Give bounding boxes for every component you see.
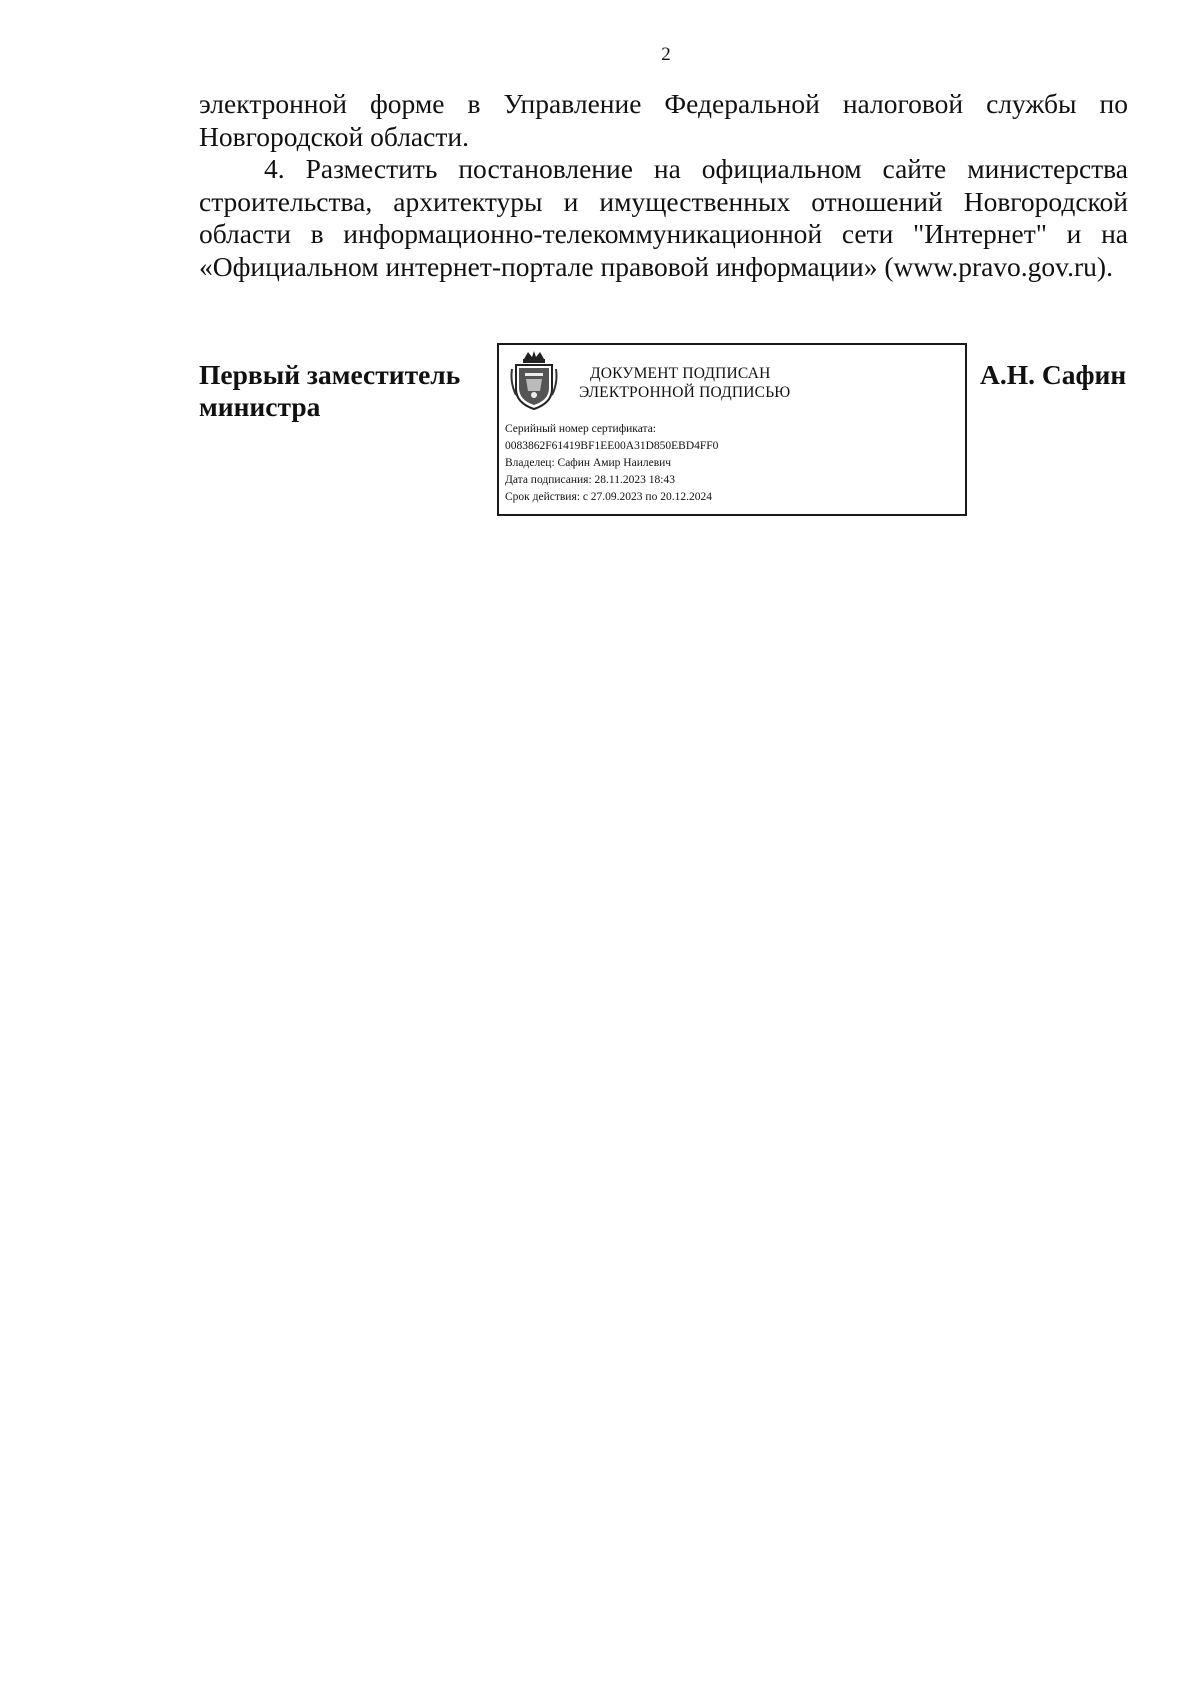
signer-name: А.Н. Сафин xyxy=(980,359,1127,390)
stamp-header xyxy=(579,364,790,402)
paragraph-item-4: 4. Разместить постановление на официальном сайте министерства строительства, архитектуры и имущественных отношений Новгородской области в информационно-телекоммуникационной сети "Интернет" и на «Официальном интернет-портале правовой информации» (www.pravo.gov.ru). xyxy=(199,153,1128,282)
stamp-sign-date: Дата подписания: 28.11.2023 18:43 xyxy=(505,474,675,486)
paragraph-continuation: электронной форме в Управление Федеральной налоговой службы по Новгородской области. xyxy=(199,88,1128,152)
signer-position-line-2: министра xyxy=(199,391,321,422)
signer-position xyxy=(199,359,460,423)
stamp-header-line-2: ЭЛЕКТРОННОЙ ПОДПИСЬЮ xyxy=(579,384,791,401)
page-number: 2 xyxy=(661,44,671,65)
coat-of-arms-emblem-icon xyxy=(510,349,558,411)
stamp-serial-value: 0083862F61419BF1EE00A31D850EBD4FF0 xyxy=(505,440,719,452)
signer-position-line-1: Первый заместитель xyxy=(199,359,461,390)
document-body xyxy=(199,88,1128,283)
electronic-signature-stamp xyxy=(497,343,967,516)
stamp-owner: Владелец: Сафин Амир Наилевич xyxy=(505,457,672,469)
stamp-validity: Срок действия: с 27.09.2023 по 20.12.2024 xyxy=(505,491,712,503)
stamp-serial-label: Серийный номер сертификата: xyxy=(505,423,656,435)
stamp-header-line-1: ДОКУМЕНТ ПОДПИСАН xyxy=(590,365,771,382)
stamp-details xyxy=(505,421,718,506)
